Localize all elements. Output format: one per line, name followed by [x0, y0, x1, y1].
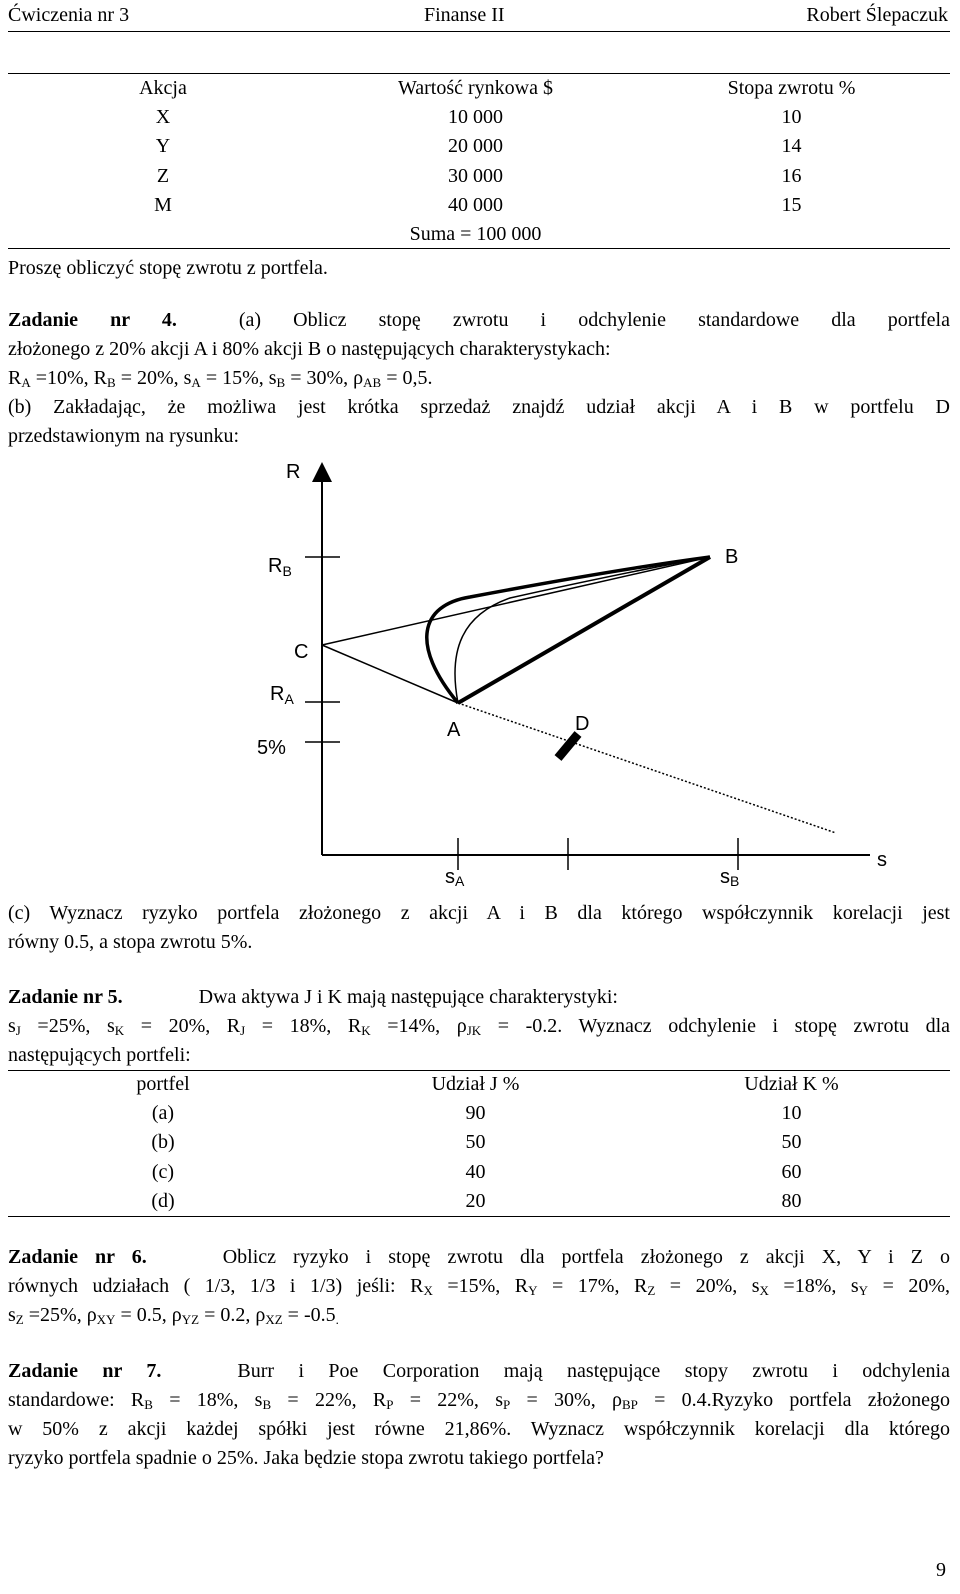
task4-line5: przedstawionym na rysunku: [8, 425, 240, 447]
task4-line3: $R_A =10\%$, $R_B = 20\%$, $s_A = 15\%$, $s_B = 30\%$, $\rho_{AB} = 0,5$. [8, 367, 433, 390]
point-d-marker [558, 734, 578, 758]
task4-line2: złożonego z 20% akcji A i 80% akcji B o następujących charakterystykach: [8, 338, 611, 360]
table-cell: 15 [781, 193, 802, 216]
table-header: Udział K % [744, 1073, 839, 1096]
short-sale-line [458, 703, 836, 833]
task7-line1: Zadanie nr 7. Burr i Poe Corporation mają następujące stopy zwrotu i odchylenia [8, 1360, 950, 1382]
table-sum-row [8, 220, 950, 249]
table-cell: 60 [781, 1160, 802, 1183]
table-header-row [8, 1070, 950, 1099]
label-ra: $R_A$ [270, 683, 294, 707]
table-cell: 40 [465, 1160, 486, 1183]
label-5pct: 5% [257, 737, 286, 759]
task7-title: Zadanie nr 7. [8, 1360, 162, 1382]
table-cell: (c) [151, 1160, 175, 1183]
table-cell: X [155, 106, 171, 129]
table-cell: Y [155, 135, 171, 158]
table-row [8, 1099, 950, 1128]
table-cell: 30 000 [448, 164, 503, 187]
task6-line3: $s_Z =25\%$, $\rho_{XY} = 0.5$, $\rho_{YZ} = 0.2$, $\rho_{XZ} = -0.5_.$ [8, 1304, 339, 1327]
table-row [8, 1128, 950, 1157]
table-row [8, 162, 950, 191]
table-row [8, 132, 950, 161]
task4-line4: (b) Zakładając, że możliwa jest krótka sprzedaż znajdź udział akcji A i B w portfelu D [8, 396, 950, 418]
task4-c-line2: równy 0.5, a stopa zwrotu 5%. [8, 931, 253, 953]
table1-bottom-rule [8, 248, 950, 249]
table-cell: 20 [465, 1189, 486, 1212]
line-c-b [322, 557, 710, 645]
table-cell: (b) [151, 1131, 175, 1154]
table-cell: 90 [465, 1102, 486, 1125]
table-header: Udział J % [431, 1073, 520, 1096]
y-axis-label: R [286, 461, 301, 483]
header-rule [8, 31, 950, 32]
table-cell: 14 [781, 135, 802, 158]
task6-title: Zadanie nr 6. [8, 1246, 147, 1268]
table-cell [633, 220, 950, 249]
table-cell: 50 [781, 1131, 802, 1154]
task4-line1 [8, 306, 950, 335]
header-right: Robert Ślepaczuk [806, 4, 948, 26]
table-cell: M [154, 193, 172, 216]
task7-line4: ryzyko portfela spadnie o 25%. Jaka będzie stopa zwrotu takiego portfela? [8, 1447, 604, 1469]
task5-line3: następujących portfeli: [8, 1044, 191, 1066]
table-header: Akcja [139, 77, 187, 100]
label-sb: sB [720, 866, 740, 889]
label-c: C [294, 641, 309, 663]
task5-line1: Zadanie nr 5. Dwa aktywa J i K mają następujące charakterystyki: [8, 986, 618, 1008]
task7-line2: standardowe: $R_B = 18\%$, $s_B = 22\%$, $R_P = 22\%$, $s_P = 30\%$, $\rho_{BP}$ = 0.4.Ryzyko portfela złożonego [8, 1389, 950, 1412]
table-cell: 80 [781, 1189, 802, 1212]
x-axis-label: s [877, 849, 887, 871]
label-a: A [447, 719, 461, 741]
table-cell [8, 220, 318, 249]
stock-table [8, 74, 950, 249]
task3-prompt: Proszę obliczyć stopę zwrotu z portfela. [8, 257, 328, 279]
task6-line1: Zadanie nr 6. Oblicz ryzyko i stopę zwrotu dla portfela złożonego z akcji X, Y i Z o [8, 1246, 950, 1268]
table-cell: 40 000 [448, 193, 503, 216]
table-row [8, 191, 950, 220]
task4-title: Zadanie nr 4. [8, 309, 177, 331]
table-header-row [8, 74, 950, 103]
table2-bottom-rule [8, 1216, 950, 1217]
table-cell: Z [156, 164, 170, 187]
line-a-b [458, 557, 710, 703]
task6-line2: równych udziałach ( 1/3, 1/3 i 1/3) jeśli: $R_X =15\%$, $R_Y = 17\%$, $R_Z = 20\%$, $s_X =18\%$, $s_Y = 20\%$, [8, 1275, 951, 1298]
table-header: Stopa zwrotu % [727, 77, 856, 100]
portfolio-table [8, 1070, 950, 1216]
label-sa: sA [445, 866, 465, 889]
label-d: D [575, 713, 590, 735]
page-header [8, 4, 948, 32]
table-row [8, 1158, 950, 1187]
table-row [8, 1187, 950, 1216]
header-center: Finanse II [424, 4, 505, 26]
curve-outer [427, 557, 710, 703]
table-cell: 10 000 [448, 106, 503, 129]
task5-title: Zadanie nr 5. [8, 986, 123, 1008]
task4-c-line1: (c) Wyznacz ryzyko portfela złożonego z akcji A i B dla którego współczynnik korelacji jest [8, 902, 950, 924]
task5-line2: $s_J =25\%$, $s_K = 20\%$, $R_J = 18\%$, $R_K =14\%$, $\rho_{JK} = -0.2$. Wyznacz odchylenie i stopę zwrotu dla [8, 1015, 951, 1038]
table-header: Wartość rynkowa $ [397, 77, 553, 100]
table-row [8, 103, 950, 132]
task4-a-text: (a) Oblicz stopę zwrotu i odchylenie standardowe dla portfela [238, 309, 950, 331]
table-sum: Suma = 100 000 [409, 223, 542, 246]
task7-line3: w 50% z akcji każdej spółki jest równe 21,86%. Wyznacz współczynnik korelacji dla którego [8, 1418, 950, 1440]
table-cell: 16 [781, 164, 802, 187]
header-left: Ćwiczenia nr 3 [8, 4, 130, 26]
page-number: 9 [936, 1559, 946, 1581]
table-cell: (d) [151, 1189, 175, 1212]
table-cell: (a) [151, 1102, 175, 1125]
portfolio-diagram [0, 450, 960, 890]
table-cell: 10 [781, 1102, 802, 1125]
label-b: B [725, 546, 739, 568]
table-cell: 20 000 [448, 135, 503, 158]
table-header: portfel [136, 1073, 190, 1096]
table-cell: 50 [465, 1131, 486, 1154]
label-rb: $R_B$ [268, 555, 292, 579]
table-cell: 10 [781, 106, 802, 129]
